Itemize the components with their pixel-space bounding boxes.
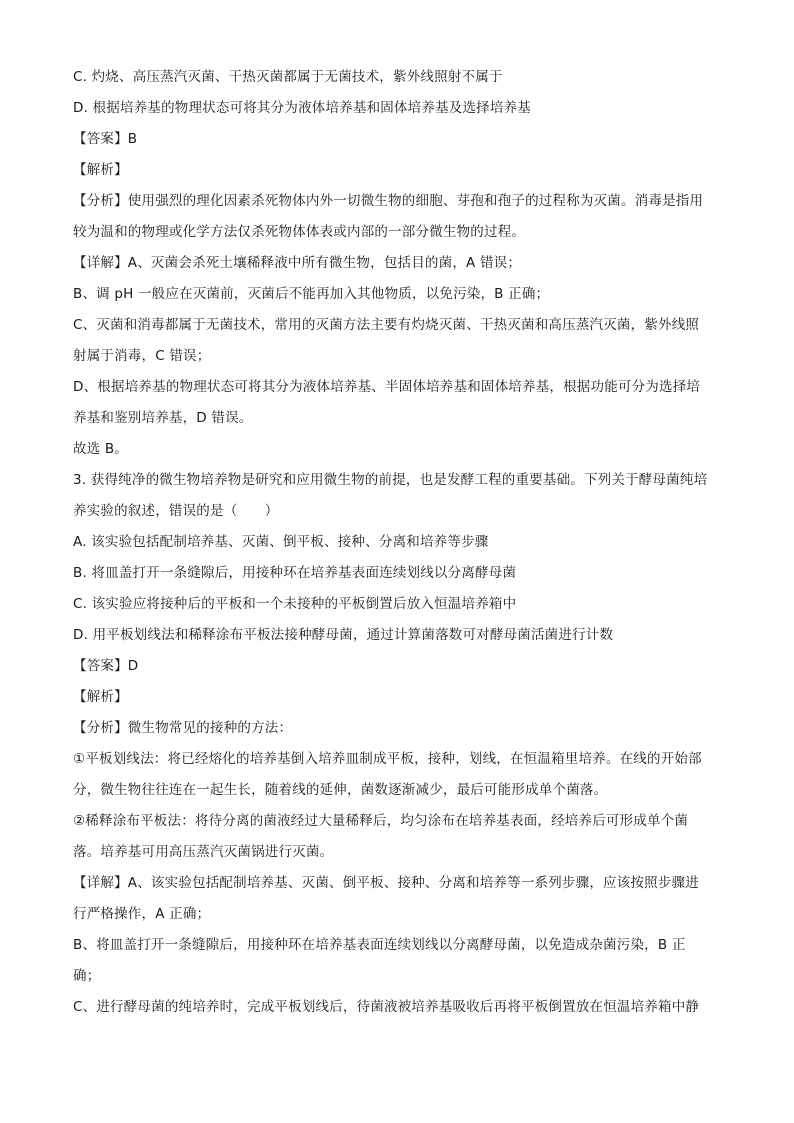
analysis-text: ①平板划线法：将已经熔化的培养基倒入培养皿制成平板，接种，划线，在恒温箱里培养。在线的开始部 — [73, 751, 702, 767]
analysis-heading: 【解析】 — [73, 689, 128, 705]
detail-text: C、进行酵母菌的纯培养时，完成平板划线后，待菌液被培养基吸收后再将平板倒置放在恒温培养箱中静 — [73, 999, 700, 1015]
option-d-text: D. 用平板划线法和稀释涂布平板法接种酵母菌，通过计算菌落数可对酵母菌活菌进行计数 — [73, 627, 614, 643]
option-c-text: C. 灼烧、高压蒸汽灭菌、干热灭菌都属于无菌技术，紫外线照射不属于 — [73, 69, 503, 85]
detail-text: 射属于消毒，C 错误； — [73, 348, 211, 364]
option-b-text: B. 将皿盖打开一条缝隙后，用接种环在培养基表面连续划线以分离酵母菌 — [73, 565, 517, 581]
question-3-stem: 3. 获得纯净的微生物培养物是研究和应用微生物的前提，也是发酵工程的重要基础。下列关于酵母菌纯培 — [73, 472, 708, 488]
detail-text: D、根据培养基的物理状态可将其分为液体培养基、半固体培养基和固体培养基，根据功能可分为选择培 — [73, 379, 701, 395]
detail-text: 养基和鉴别培养基，D 错误。 — [73, 410, 253, 426]
detail-text: B、调 pH 一般应在灭菌前，灭菌后不能再加入其他物质，以免污染，B 正确； — [73, 286, 550, 302]
analysis-text: 落。培养基可用高压蒸汽灭菌锅进行灭菌。 — [73, 844, 334, 860]
detail-text: 确； — [73, 968, 101, 984]
answer-label: 【答案】D — [73, 658, 139, 674]
analysis-text: 较为温和的物理或化学方法仅杀死物体体表或内部的一部分微生物的过程。 — [73, 224, 526, 240]
document-page — [73, 62, 723, 1023]
conclusion-text: 故选 B。 — [73, 441, 129, 457]
option-d-text: D. 根据培养基的物理状态可将其分为液体培养基和固体培养基及选择培养基 — [73, 100, 531, 116]
detail-text: 【详解】A、灭菌会杀死土壤稀释液中所有微生物，包括目的菌，A 错误； — [73, 255, 522, 271]
option-c-text: C. 该实验应将接种后的平板和一个未接种的平板倒置后放入恒温培养箱中 — [73, 596, 517, 612]
detail-text: B、将皿盖打开一条缝隙后，用接种环在培养基表面连续划线以分离酵母菌，以免造成杂菌污染，B 正 — [73, 937, 686, 953]
analysis-text: ②稀释涂布平板法：将待分离的菌液经过大量稀释后，均匀涂布在培养基表面，经培养后可形成单个菌 — [73, 813, 689, 829]
detail-text: C、灭菌和消毒都属于无菌技术，常用的灭菌方法主要有灼烧灭菌、干热灭菌和高压蒸汽灭菌，紫外线照 — [73, 317, 700, 333]
analysis-heading: 【解析】 — [73, 162, 128, 178]
question-3-stem: 养实验的叙述，错误的是（ ） — [73, 503, 279, 519]
analysis-text: 【分析】使用强烈的理化因素杀死物体内外一切微生物的细胞、芽孢和孢子的过程称为灭菌。消毒是指用 — [73, 193, 704, 209]
analysis-text: 分，微生物往往连在一起生长，随着线的延伸，菌数逐渐减少，最后可能形成单个菌落。 — [73, 782, 608, 798]
option-a-text: A. 该实验包括配制培养基、灭菌、倒平板、接种、分离和培养等步骤 — [73, 534, 489, 550]
analysis-text: 【分析】微生物常见的接种的方法： — [73, 720, 293, 736]
detail-text: 【详解】A、该实验包括配制培养基、灭菌、倒平板、接种、分离和培养等一系列步骤，应该按照步骤进 — [73, 875, 699, 891]
answer-label: 【答案】B — [73, 131, 138, 147]
detail-text: 行严格操作，A 正确； — [73, 906, 211, 922]
